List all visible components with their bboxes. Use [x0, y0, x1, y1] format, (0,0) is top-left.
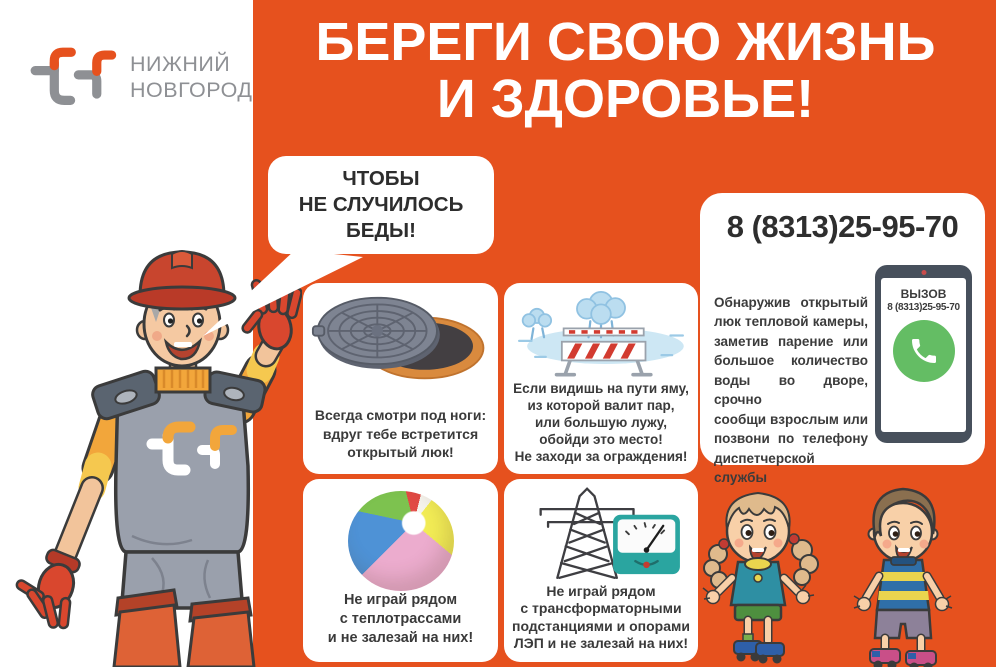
- boy-figure: [854, 489, 952, 667]
- tip-text-manhole: Всегда смотри под ноги: вдруг тебе встретится открытый люк!: [314, 407, 487, 460]
- tip-card-steam-pit: [504, 283, 698, 474]
- tip-text-power-lines: Не играй рядом с трансформаторными подстанциями и опорами ЛЭП и не залезай на них!: [511, 582, 690, 652]
- speech-bubble: [268, 156, 494, 254]
- tip-text-steam-pit: Если видишь на пути яму, из которой валит пар, или большую лужу, обойди это место! Не заходи за ограждения!: [513, 381, 689, 464]
- power-tower-icon: [511, 485, 691, 583]
- phone-handset-icon: [908, 335, 940, 367]
- children-illustration: [698, 476, 983, 667]
- speech-bubble-text: ЧТОБЫ НЕ СЛУЧИЛОСЬ БЕДЫ!: [298, 166, 464, 243]
- girl-figure: [703, 493, 818, 664]
- tplus-logo-icon: [26, 38, 118, 116]
- tip-card-heating-mains: [303, 479, 498, 662]
- tip-text-heating-mains: Не играй рядом с теплотрассами и не залезай на них!: [327, 592, 474, 647]
- brand-header: [26, 38, 252, 116]
- smartphone-illustration: [875, 265, 972, 443]
- poster-title: БЕРЕГИ СВОЮ ЖИЗНЬ И ЗДОРОВЬЕ!: [315, 12, 936, 130]
- beach-ball-icon: [348, 491, 454, 591]
- phone-screen: [881, 278, 966, 432]
- call-screen-number: 8 (8313)25-95-70: [887, 302, 960, 313]
- steam-pit-barrier-icon: [508, 291, 694, 380]
- speech-bubble-tail: [195, 246, 371, 342]
- brand-city-name: НИЖНИЙ НОВГОРОД: [130, 51, 253, 102]
- tip-card-power-lines: [504, 479, 698, 662]
- phone-speaker-dot: [921, 270, 926, 275]
- emergency-instructions: Обнаружив открытый люк тепловой камеры, заметив парение или большое количество воды во дворе, срочно сообщи взрослым или позвони по телефону диспетчерской службы: [714, 294, 868, 485]
- call-button-icon: [893, 320, 955, 382]
- hotline-number: 8 (8313)25-95-70: [726, 209, 959, 244]
- emergency-info-card: [700, 193, 985, 485]
- call-label: ВЫЗОВ: [900, 287, 947, 301]
